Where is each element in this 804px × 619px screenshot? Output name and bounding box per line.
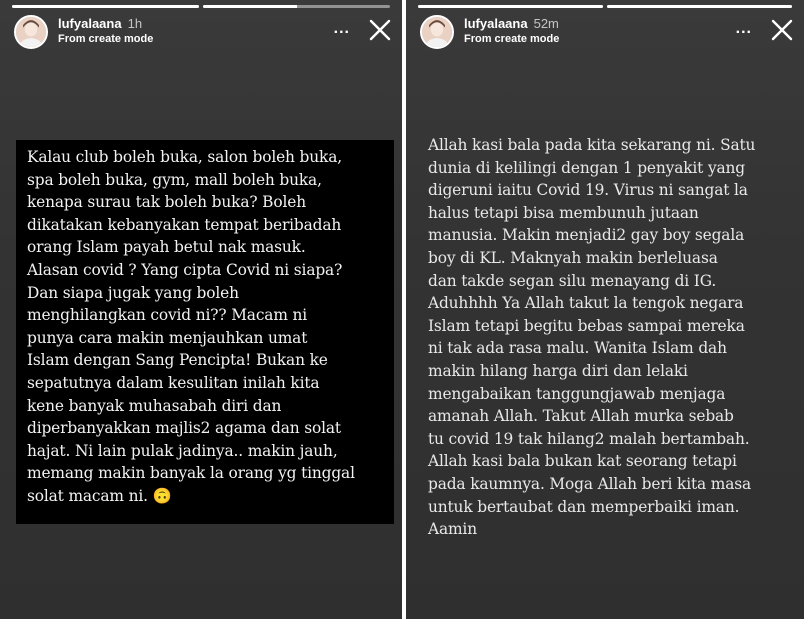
story-panel-right[interactable]	[406, 0, 804, 619]
close-button[interactable]	[368, 18, 392, 42]
story-progress-bar	[12, 5, 390, 8]
story-subtitle: From create mode	[58, 33, 154, 45]
story-text-box	[16, 140, 394, 524]
more-options-button[interactable]: ...	[735, 20, 752, 37]
post-time: 52m	[533, 16, 559, 31]
close-icon	[770, 18, 794, 42]
story-header	[14, 14, 392, 50]
close-icon	[368, 18, 392, 42]
story-text: Allah kasi bala pada kita sekarang ni. Satu dunia di kelilingi dengan 1 penyakit yang digeruni iaitu Covid 19. Virus ni sangat la halus tetapi bisa membunuh jutaan manusia. Makin menjadi2 gay boy segala boy di KL. Maknyah makin berleluasa dan takde segan silu menayang di IG. Aduhhhh Ya Allah takut la tengok negara Islam tetapi begitu bebas sampai mereka ni tak ada rasa malu. Wanita Islam dah makin hilang harga diri dan lelaki mengabaikan tanggungjawab menjaga amanah Allah. Takut Allah murka sebab tu covid 19 tak hilang2 malah bertambah. Allah kasi bala bukan kat seorang tetapi pada kaumnya. Moga Allah beri kita masa untuk bertaubat dan memperbaiki iman. Aamin	[428, 136, 756, 539]
story-text: Kalau club boleh buka, salon boleh buka, spa boleh buka, gym, mall boleh buka, kenapa surau tak boleh buka? Boleh dikatakan kebanyakan tempat beribadah orang Islam payah betul nak masuk. Alasan covid ? Yang cipta Covid ni siapa? Dan siapa jugak yang boleh menghilangkan covid ni?? Macam ni punya cara makin menjauhkan umat Islam dengan Sang Pencipta! Bukan ke sepatutnya dalam kesulitan inilah kita kene banyak muhasabah diri dan diperbanyakkan majlis2 agama dan solat hajat. Ni lain pulak jadinya.. makin jauh, memang makin banyak la orang yg tinggal solat macam ni. 🙃	[27, 148, 355, 505]
progress-segment	[607, 5, 792, 8]
progress-segment	[418, 5, 603, 8]
close-button[interactable]	[770, 18, 794, 42]
story-progress-bar	[418, 5, 792, 8]
post-time: 1h	[127, 16, 143, 31]
progress-segment	[12, 5, 199, 8]
username[interactable]	[464, 16, 559, 31]
avatar-image	[422, 17, 452, 47]
progress-segment	[203, 5, 390, 8]
story-subtitle: From create mode	[464, 33, 560, 45]
avatar[interactable]	[420, 15, 454, 49]
username[interactable]	[58, 16, 142, 31]
username-text[interactable]: lufyalaana	[464, 16, 528, 31]
more-options-button[interactable]: ...	[333, 20, 350, 37]
story-header	[420, 14, 794, 50]
avatar[interactable]	[14, 15, 48, 49]
story-text-box	[428, 134, 798, 541]
username-text[interactable]: lufyalaana	[58, 16, 122, 31]
avatar-image	[16, 17, 46, 47]
